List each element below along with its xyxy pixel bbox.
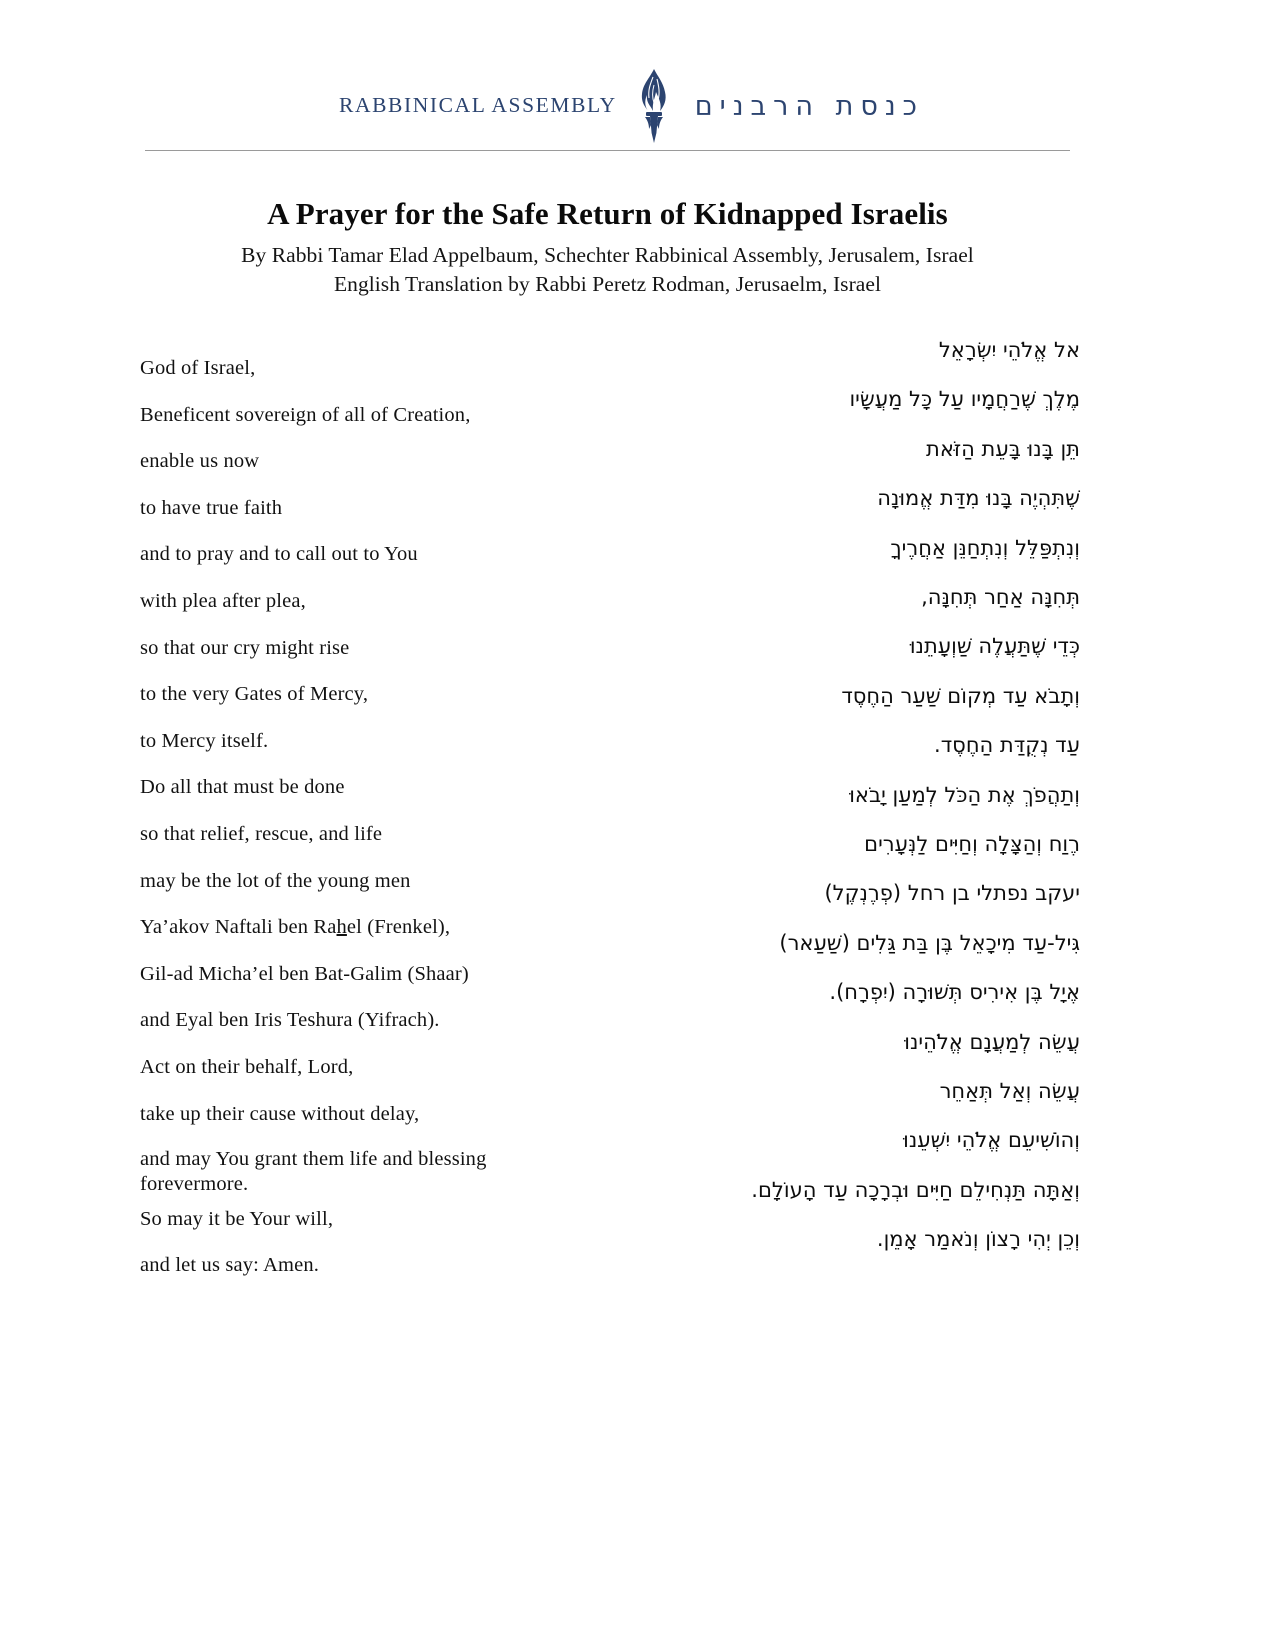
prayer-line-hebrew: תֵּן בָּנוּ בָּעֵת הַזֹּאת: [926, 436, 1080, 461]
prayer-line-hebrew: אֶיָל בֶּן אִירִיס תְּשׁוּרָה (יִפְרָח).: [829, 980, 1080, 1005]
flame-torch-icon: [633, 67, 675, 145]
organization-name-hebrew: כנסת הרבנים: [694, 90, 924, 122]
prayer-line-hebrew: וְכֵן יְהִי רָצוֹן וְנֹאמַר אָמֵן.: [876, 1227, 1080, 1252]
prayer-line-english: and may You grant them life and blessing forevermore.: [140, 1148, 487, 1195]
letterhead-inner: [339, 67, 924, 145]
prayer-line-english: to the very Gates of Mercy,: [140, 683, 369, 706]
byline-author: By Rabbi Tamar Elad Appelbaum, Schechter Rabbinical Assembly, Jerusalem, Israel: [241, 242, 974, 267]
prayer-line-english: Do all that must be done: [140, 776, 345, 799]
prayer-line-english: and let us say: Amen.: [140, 1254, 320, 1277]
byline-translator: English Translation by Rabbi Peretz Rodman, Jerusaelm, Israel: [333, 272, 882, 297]
prayer-line-hebrew: וְנִתְפַּלֵּל וְנִתְחַנֵּן אַחֲרֶיךָ: [890, 535, 1080, 560]
prayer-line-english: enable us now: [140, 450, 260, 473]
prayer-body: [140, 336, 1080, 1328]
prayer-line-hebrew: רֶוַח וְהַצָּלָה וְחַיִּים לַנְּעָרִים: [864, 832, 1080, 856]
prayer-line-hebrew: שֶׁתִּהְיֶה בָּנוּ מִדַּת אֱמוּנָה: [877, 486, 1080, 511]
prayer-line-english: Gil-ad Micha’el ben Bat-Galim (Shaar): [140, 962, 469, 985]
prayer-line-hebrew: עֲשֵׂה וְאַל תְּאַחֵר: [939, 1079, 1080, 1103]
prayer-line-hebrew: עַד נְקֻדַּת הַחֶסֶד.: [934, 733, 1080, 758]
header-divider-rule: [145, 150, 1070, 151]
prayer-line-english: to Mercy itself.: [140, 729, 269, 752]
prayer-line-hebrew: וְהוֹשִׁיעֵם אֱלֹהֵי יִשְׁעֵנוּ: [903, 1128, 1080, 1153]
prayer-line-english: So may it be Your will,: [140, 1207, 334, 1230]
prayer-line-hebrew: וְתָבֹא עַד מְקוֹם שַׁעַר הַחֶסֶד: [841, 683, 1080, 708]
prayer-line-hebrew: וְאַתָּה תַּנְחִילֵם חַיִּים וּבְרָכָה עַד הָעוֹלָם.: [751, 1177, 1080, 1202]
prayer-line-english: and Eyal ben Iris Teshura (Yifrach).: [140, 1009, 440, 1032]
prayer-line-hebrew: עֲשֵׂה לְמַעֲנָם אֱלֹהֵינוּ: [904, 1029, 1080, 1054]
prayer-line-english: God of Israel,: [140, 357, 256, 379]
prayer-line-english: may be the lot of the young men: [140, 869, 411, 892]
prayer-line-english: with plea after plea,: [140, 590, 306, 612]
letterhead: [145, 60, 1070, 152]
prayer-line-hebrew: מֶלֶךְ שֶׁרַחֲמָיו עַל כָּל מַעֲשָׂיו: [849, 387, 1080, 412]
prayer-line-hebrew: גִּיל-עַד מִיכָאֵל בֶּן בַּת גַּלִים (שַׁעַאר): [779, 930, 1080, 955]
prayer-line-hebrew: יעקב נפתלי בן רחל (פְרֶנְקֶל): [824, 881, 1080, 906]
prayer-line-english: to have true faith: [140, 496, 283, 519]
prayer-line-english: so that relief, rescue, and life: [140, 823, 383, 845]
prayer-line-english: take up their cause without delay,: [140, 1102, 420, 1125]
prayer-line-english: Beneficent sovereign of all of Creation,: [140, 403, 471, 426]
prayer-line-hebrew: כְּדֵי שֶׁתַּעֲלֶה שַׁוְעָתֵנוּ: [909, 634, 1080, 659]
page-title: A Prayer for the Safe Return of Kidnapped Israelis: [267, 196, 948, 231]
title-block: [145, 196, 1070, 300]
prayer-line-english: and to pray and to call out to You: [140, 543, 418, 566]
prayer-line-english: so that our cry might rise: [140, 636, 350, 659]
prayer-line-english: Ya’akov Naftali ben Rahel (Frenkel),: [140, 916, 451, 939]
prayer-line-english: Act on their behalf, Lord,: [140, 1056, 354, 1078]
prayer-line-hebrew: תְּחִנָּה אַחַר תְּחִנָּה,: [921, 585, 1080, 609]
prayer-line-hebrew: אל אֱלֹהֵי יִשְׂרָאֵל: [938, 338, 1080, 362]
organization-name-english: RABBINICAL ASSEMBLY: [339, 93, 617, 118]
prayer-line-hebrew: וְתַהֲפֹךְ אֶת הַכֹּל לְמַעַן יָבֹאוּ: [849, 782, 1080, 807]
